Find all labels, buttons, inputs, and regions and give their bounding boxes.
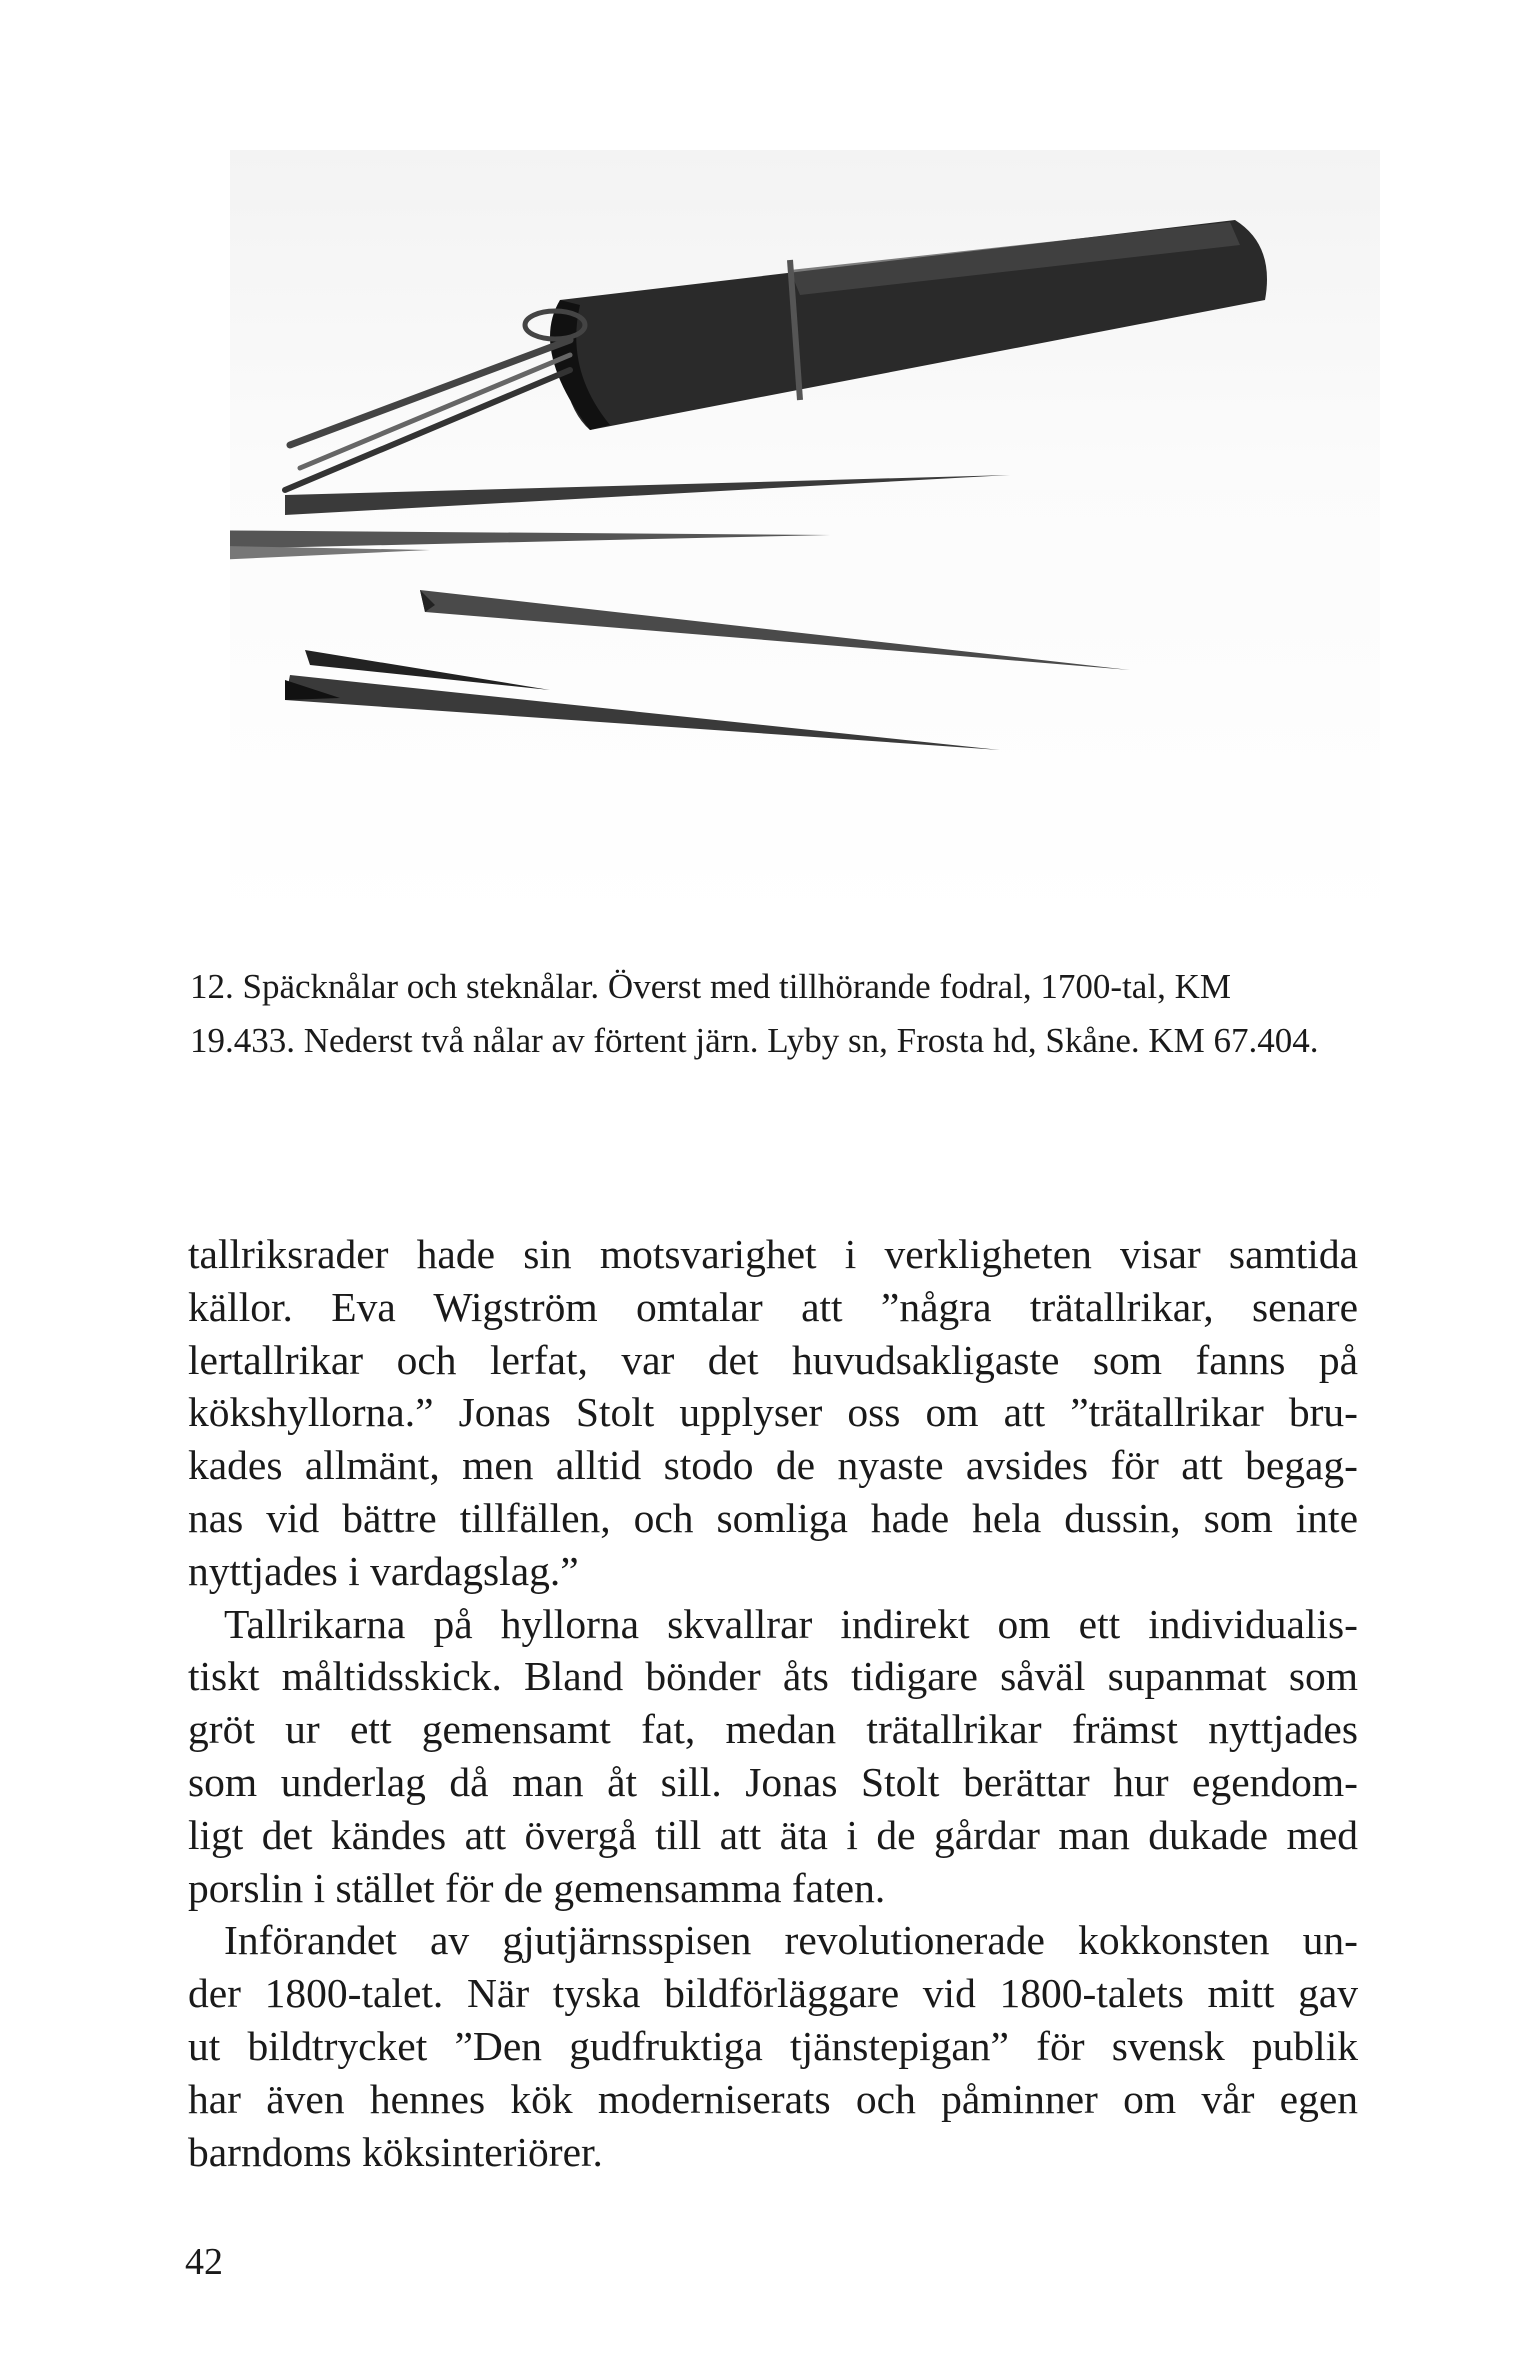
- iron-needle-1: [420, 590, 1130, 670]
- needles-photo: [230, 150, 1380, 930]
- figure-caption: [190, 960, 1350, 1068]
- paragraph: [188, 1598, 1358, 1915]
- caption-line: 19.433. Nederst två nålar av förtent järn. Lyby sn, Frosta hd, Skåne. KM 67.404.: [190, 1021, 1319, 1060]
- text-line: kökshyllorna.” Jonas Stolt upplyser oss om att ”trätallrikar bru-: [188, 1389, 1358, 1436]
- text-line: tiskt måltidsskick. Bland bönder åts tidigare såväl supanmat som: [188, 1653, 1358, 1700]
- needle-case: [550, 220, 1267, 430]
- text-line: porslin i stället för de gemensamma faten.: [188, 1864, 886, 1911]
- text-line: som underlag då man åt sill. Jonas Stolt berättar hur egendom-: [188, 1758, 1358, 1805]
- text-line: tallriksrader hade sin motsvarighet i verkligheten visar samtida: [188, 1231, 1358, 1277]
- paragraph: [188, 1228, 1358, 1598]
- text-line: lertallrikar och lerfat, var det huvudsakligaste som fanns på: [188, 1336, 1358, 1383]
- case-needles: [285, 311, 585, 490]
- text-line: källor. Eva Wigström omtalar att ”några trätallrikar, senare: [188, 1283, 1358, 1330]
- page-number: 42: [185, 2241, 223, 2283]
- text-line: Införandet av gjutjärnsspisen revolutionerade kokkonsten un-: [224, 1917, 1358, 1964]
- larding-needle-2: [230, 530, 830, 562]
- iron-needle-2: [285, 650, 1000, 750]
- text-line: har även hennes kök moderniserats och påminner om vår egen: [188, 2075, 1358, 2122]
- text-line: der 1800-talet. När tyska bildförläggare vid 1800-talets mitt gav: [188, 1970, 1358, 2017]
- larding-needle-1: [285, 475, 1010, 515]
- text-line: ligt det kändes att övergå till att äta i de gårdar man dukade med: [188, 1811, 1358, 1858]
- text-line: Tallrikarna på hyllorna skvallrar indirekt om ett individualis-: [224, 1600, 1358, 1647]
- text-line: gröt ur ett gemensamt fat, medan trätallrikar främst nyttjades: [188, 1706, 1358, 1753]
- text-line: ut bildtrycket ”Den gudfruktiga tjänstepigan” för svensk publik: [188, 2022, 1358, 2069]
- body-text: [188, 1228, 1358, 2178]
- needles-photo-icon: [230, 150, 1380, 930]
- text-line: barndoms köksinteriörer.: [188, 2128, 603, 2175]
- text-line: nyttjades i vardagslag.”: [188, 1547, 579, 1594]
- text-line: kades allmänt, men alltid stodo de nyaste avsides för att begag-: [188, 1442, 1358, 1489]
- text-line: nas vid bättre tillfällen, och somliga hade hela dussin, som inte: [188, 1494, 1358, 1541]
- paragraph: [188, 1914, 1358, 2178]
- caption-line: 12. Späcknålar och steknålar. Överst med tillhörande fodral, 1700-tal, KM: [190, 967, 1231, 1006]
